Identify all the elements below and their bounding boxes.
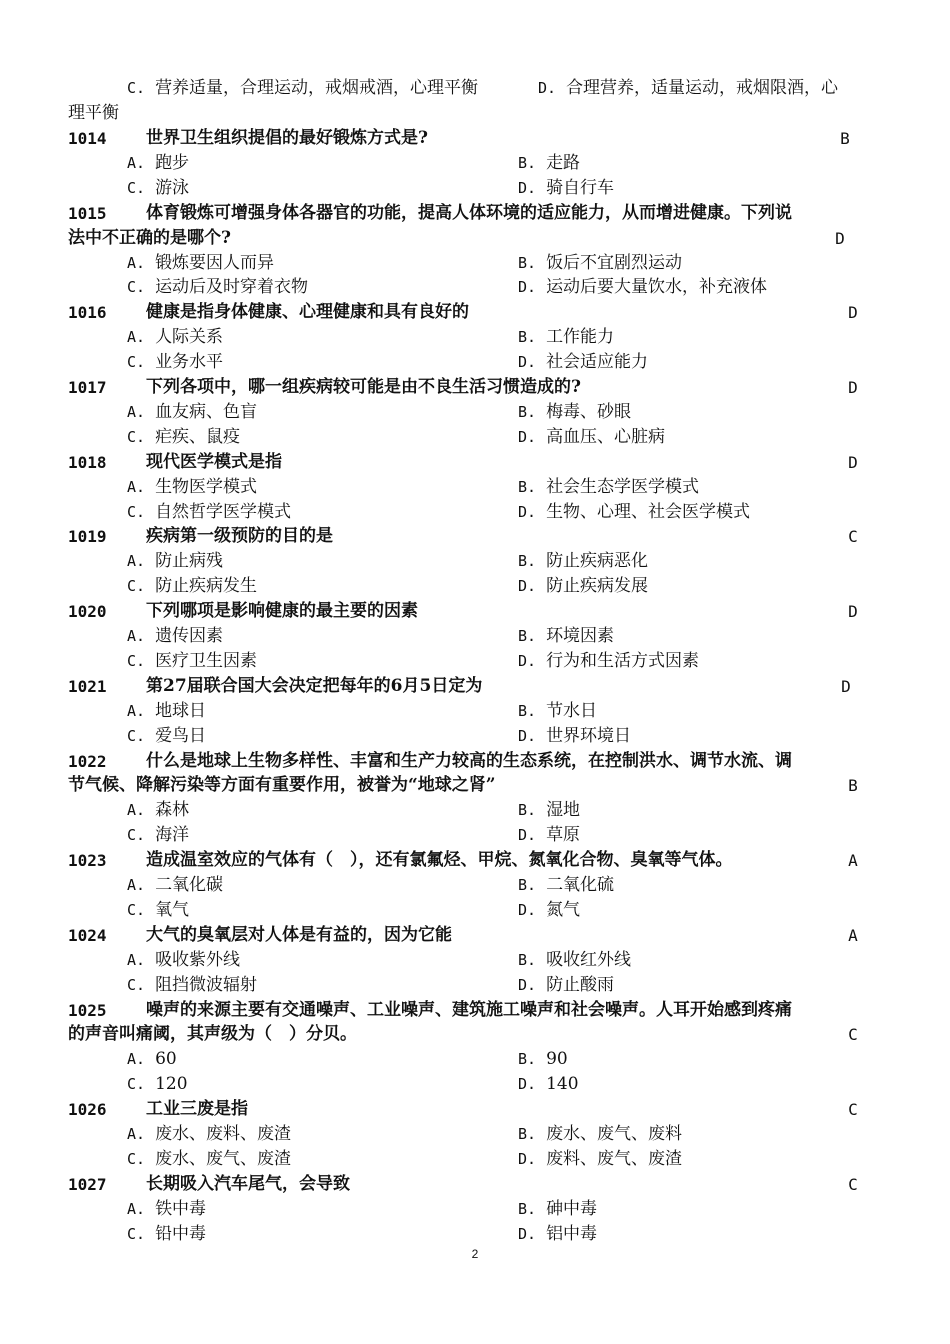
option-letter: C. bbox=[127, 502, 146, 521]
options-row bbox=[0, 400, 950, 425]
option-d bbox=[518, 973, 614, 998]
option-letter: B. bbox=[518, 328, 537, 347]
question-continuation bbox=[0, 773, 950, 798]
option-a bbox=[127, 873, 223, 898]
option-letter: D. bbox=[518, 353, 537, 372]
option-text: 社会适应能力 bbox=[546, 352, 649, 373]
question-number: 1027 bbox=[68, 1174, 107, 1194]
option-text: 骑自行车 bbox=[546, 177, 615, 198]
option-c bbox=[127, 823, 189, 848]
option-d bbox=[518, 176, 614, 201]
options-row bbox=[0, 724, 950, 749]
options-row bbox=[0, 151, 950, 176]
options-row bbox=[0, 251, 950, 276]
question-number: 1024 bbox=[68, 925, 107, 945]
question-text: 体育锻炼可增强身体各器官的功能，提高人体环境的适应能力，从而增进健康。下列说 bbox=[146, 202, 792, 223]
option-letter: A. bbox=[127, 153, 146, 172]
option-a bbox=[127, 475, 257, 500]
option-c bbox=[127, 898, 189, 923]
question-row bbox=[0, 998, 950, 1023]
option-b bbox=[518, 798, 580, 823]
option-text: 梅毒、砂眼 bbox=[546, 401, 632, 422]
option-a bbox=[127, 400, 257, 425]
option-a bbox=[127, 624, 223, 649]
options-row bbox=[0, 973, 950, 998]
option-text: 行为和生活方式因素 bbox=[546, 650, 700, 671]
option-text: 人际关系 bbox=[155, 327, 224, 348]
option-letter: C. bbox=[127, 353, 146, 372]
option-text: 合理营养，适量运动，戒烟限酒，心 bbox=[566, 78, 839, 98]
option-letter: B. bbox=[518, 876, 537, 894]
question-text: 工业三废是指 bbox=[146, 1099, 248, 1120]
option-text: 遗传因素 bbox=[155, 626, 224, 646]
question-row bbox=[0, 300, 950, 325]
option-c bbox=[127, 973, 257, 998]
question-row bbox=[0, 674, 950, 699]
option-d bbox=[518, 1222, 597, 1247]
option-a bbox=[127, 251, 274, 276]
option-d bbox=[518, 898, 580, 923]
option-c bbox=[127, 649, 257, 674]
option-letter: D. bbox=[518, 278, 537, 297]
option-d bbox=[518, 275, 767, 300]
question-text: 造成温室效应的气体有（ ），还有氯氟烃、甲烷、氮氧化合物、臭氧等气体。 bbox=[146, 850, 733, 871]
options-row bbox=[0, 649, 950, 674]
option-text: 铝中毒 bbox=[546, 1223, 598, 1244]
option-d bbox=[518, 500, 750, 525]
options-row bbox=[0, 1197, 950, 1222]
option-letter: B. bbox=[518, 701, 537, 720]
option-letter: D. bbox=[518, 178, 537, 197]
option-c bbox=[127, 1147, 291, 1172]
answer-letter: A bbox=[848, 925, 858, 945]
option-letter: B. bbox=[518, 1050, 537, 1069]
option-c bbox=[127, 176, 189, 201]
question-row bbox=[0, 848, 950, 873]
option-text: 高血压、心脏病 bbox=[546, 426, 666, 447]
option-letter: D. bbox=[518, 651, 537, 670]
option-a bbox=[127, 1047, 177, 1072]
question-continuation bbox=[0, 1022, 950, 1047]
option-text: 废料、废气、废渣 bbox=[546, 1148, 683, 1169]
option-text: 140 bbox=[546, 1074, 579, 1095]
option-letter: D. bbox=[518, 900, 537, 919]
question-text: 噪声的来源主要有交通噪声、工业噪声、建筑施工噪声和社会噪声。人耳开始感到疼痛 bbox=[146, 999, 792, 1020]
option-d bbox=[518, 724, 631, 749]
option-letter: C. bbox=[127, 1149, 146, 1168]
option-letter: D. bbox=[518, 975, 537, 994]
option-letter: C. bbox=[127, 79, 146, 97]
option-text: 铅中毒 bbox=[155, 1223, 207, 1244]
option-a bbox=[127, 798, 189, 823]
option-text: 防止疾病发生 bbox=[155, 576, 258, 597]
option-text: 运动后及时穿着衣物 bbox=[155, 277, 309, 298]
option-letter: C. bbox=[127, 826, 146, 845]
option-letter: C. bbox=[127, 651, 146, 670]
option-text: 吸收红外线 bbox=[546, 949, 632, 970]
option-letter: B. bbox=[518, 253, 537, 272]
option-d bbox=[518, 1147, 682, 1172]
option-b bbox=[518, 1047, 568, 1072]
question-text: 疾病第一级预防的目的是 bbox=[146, 526, 333, 547]
question-number: 1025 bbox=[68, 1000, 107, 1020]
option-b bbox=[518, 873, 614, 898]
option-text: 生物医学模式 bbox=[155, 476, 258, 497]
answer-letter: C bbox=[848, 527, 858, 547]
option-text: 自然哲学医学模式 bbox=[155, 501, 292, 522]
answer-letter: C bbox=[848, 1100, 858, 1120]
option-text: 生物、心理、社会医学模式 bbox=[546, 501, 751, 522]
options-row bbox=[0, 1222, 950, 1247]
question-text: 世界卫生组织提倡的最好锻炼方式是? bbox=[146, 128, 428, 148]
question-text: 现代医学模式是指 bbox=[146, 451, 282, 472]
option-c bbox=[127, 76, 478, 101]
option-letter: A. bbox=[127, 1050, 146, 1069]
option-c bbox=[127, 1072, 188, 1097]
option-b bbox=[518, 699, 597, 724]
option-text: 工作能力 bbox=[546, 327, 615, 348]
options-row bbox=[0, 1072, 950, 1097]
option-letter: C. bbox=[127, 1224, 146, 1243]
option-text: 砷中毒 bbox=[546, 1198, 598, 1219]
option-text: 氮气 bbox=[546, 899, 581, 920]
options-row bbox=[0, 873, 950, 898]
option-letter: B. bbox=[518, 1125, 537, 1143]
question-row bbox=[0, 1097, 950, 1122]
option-letter: A. bbox=[127, 876, 146, 894]
option-letter: A. bbox=[127, 801, 146, 820]
question-row bbox=[0, 126, 950, 151]
question-row bbox=[0, 201, 950, 226]
answer-letter: D bbox=[848, 602, 858, 622]
option-letter: A. bbox=[127, 477, 146, 496]
option-letter: D. bbox=[518, 726, 537, 745]
options-row bbox=[0, 699, 950, 724]
answer-letter: D bbox=[848, 303, 858, 323]
options-row bbox=[0, 1147, 950, 1172]
answer-letter: C bbox=[848, 1174, 858, 1194]
carryover-wrap: 理平衡 bbox=[68, 103, 119, 123]
question-number: 1019 bbox=[68, 527, 107, 547]
answer-letter: A bbox=[848, 851, 858, 871]
option-a bbox=[127, 325, 223, 350]
option-letter: A. bbox=[127, 701, 146, 720]
answer-letter: B bbox=[848, 776, 858, 796]
option-text: 二氧化硫 bbox=[546, 875, 615, 895]
option-c bbox=[127, 275, 308, 300]
option-letter: B. bbox=[518, 950, 537, 969]
option-letter: B. bbox=[518, 627, 537, 645]
question-number: 1014 bbox=[68, 129, 107, 148]
option-letter: B. bbox=[518, 1199, 537, 1218]
carryover-options-row bbox=[0, 76, 950, 101]
option-c bbox=[127, 350, 223, 375]
option-a bbox=[127, 699, 206, 724]
option-letter: A. bbox=[127, 402, 146, 421]
options-row bbox=[0, 1047, 950, 1072]
option-text: 氧气 bbox=[155, 899, 190, 920]
question-text: 下列哪项是影响健康的最主要的因素 bbox=[146, 601, 418, 622]
option-text: 海洋 bbox=[155, 825, 190, 846]
option-text: 爱鸟日 bbox=[155, 725, 207, 746]
option-text: 废水、废气、废渣 bbox=[155, 1148, 292, 1169]
option-letter: B. bbox=[518, 801, 537, 820]
option-text: 90 bbox=[546, 1049, 568, 1070]
option-letter: A. bbox=[127, 328, 146, 347]
answer-letter: D bbox=[841, 676, 851, 696]
option-text: 阻挡微波辐射 bbox=[155, 974, 258, 995]
option-a bbox=[127, 1197, 206, 1222]
option-text: 吸收紫外线 bbox=[155, 949, 241, 970]
option-d bbox=[538, 76, 838, 101]
option-b bbox=[518, 1122, 682, 1147]
options-row bbox=[0, 176, 950, 201]
option-b bbox=[518, 624, 614, 649]
option-letter: C. bbox=[127, 577, 146, 596]
option-b bbox=[518, 400, 631, 425]
question-number: 1018 bbox=[68, 452, 107, 472]
option-a bbox=[127, 948, 240, 973]
option-d bbox=[518, 1072, 579, 1097]
question-text: 健康是指身体健康、心理健康和具有良好的 bbox=[146, 302, 469, 323]
option-text: 世界环境日 bbox=[546, 725, 632, 746]
option-letter: B. bbox=[518, 153, 537, 172]
option-a bbox=[127, 151, 189, 176]
question-row bbox=[0, 524, 950, 549]
question-text: 大气的臭氧层对人体是有益的，因为它能 bbox=[146, 924, 452, 945]
option-text: 防止疾病发展 bbox=[546, 576, 649, 597]
options-row bbox=[0, 475, 950, 500]
option-letter: C. bbox=[127, 1075, 146, 1094]
options-row bbox=[0, 350, 950, 375]
options-row bbox=[0, 325, 950, 350]
question-row bbox=[0, 749, 950, 774]
option-letter: A. bbox=[127, 950, 146, 969]
option-letter: D. bbox=[518, 1224, 537, 1243]
option-c bbox=[127, 1222, 206, 1247]
option-text: 游泳 bbox=[155, 177, 190, 198]
option-text: 运动后要大量饮水，补充液体 bbox=[546, 277, 768, 298]
option-letter: A. bbox=[127, 627, 146, 645]
question-text: 长期吸入汽车尾气，会导致 bbox=[146, 1173, 350, 1194]
option-letter: D. bbox=[518, 427, 537, 446]
answer-letter: D bbox=[835, 228, 845, 248]
option-d bbox=[518, 823, 580, 848]
option-text: 防止病残 bbox=[155, 551, 224, 572]
option-text: 废水、废气、废料 bbox=[546, 1124, 683, 1144]
question-number: 1017 bbox=[68, 378, 107, 397]
option-text: 跑步 bbox=[155, 152, 190, 173]
option-letter: A. bbox=[127, 253, 146, 272]
page-number: 2 bbox=[471, 1247, 479, 1261]
question-text: 第27届联合国大会决定把每年的6月5日定为 bbox=[146, 675, 483, 696]
option-b bbox=[518, 1197, 597, 1222]
option-text: 湿地 bbox=[546, 800, 581, 821]
option-b bbox=[518, 151, 580, 176]
option-c bbox=[127, 724, 206, 749]
option-b bbox=[518, 475, 699, 500]
option-text: 社会生态学医学模式 bbox=[546, 476, 700, 497]
option-letter: B. bbox=[518, 552, 537, 571]
option-text: 防止酸雨 bbox=[546, 974, 615, 995]
question-text-cont: 法中不正确的是哪个? bbox=[68, 227, 231, 248]
option-text: 饭后不宜剧烈运动 bbox=[546, 252, 683, 273]
option-text: 环境因素 bbox=[546, 626, 615, 646]
question-row bbox=[0, 1172, 950, 1197]
question-number: 1015 bbox=[68, 203, 107, 223]
option-text: 防止疾病恶化 bbox=[546, 551, 649, 572]
question-number: 1021 bbox=[68, 676, 107, 696]
option-text: 60 bbox=[155, 1049, 177, 1070]
options-row bbox=[0, 549, 950, 574]
option-text: 医疗卫生因素 bbox=[155, 650, 258, 671]
question-text: 下列各项中，哪一组疾病较可能是由不良生活习惯造成的? bbox=[146, 377, 581, 397]
option-letter: A. bbox=[127, 552, 146, 571]
options-row bbox=[0, 624, 950, 649]
option-b bbox=[518, 251, 682, 276]
question-text-cont: 节气候、降解污染等方面有重要作用，被誉为“地球之肾” bbox=[68, 775, 496, 796]
option-a bbox=[127, 1122, 291, 1147]
option-b bbox=[518, 948, 631, 973]
option-d bbox=[518, 350, 648, 375]
question-number: 1022 bbox=[68, 751, 107, 771]
option-text: 废水、废料、废渣 bbox=[155, 1124, 292, 1144]
question-row bbox=[0, 375, 950, 400]
option-d bbox=[518, 425, 665, 450]
option-b bbox=[518, 549, 648, 574]
options-row bbox=[0, 275, 950, 300]
question-text-cont: 的声音叫痛阈，其声级为（ ）分贝。 bbox=[68, 1024, 357, 1045]
options-row bbox=[0, 1122, 950, 1147]
option-letter: C. bbox=[127, 178, 146, 197]
options-row bbox=[0, 574, 950, 599]
question-row bbox=[0, 923, 950, 948]
options-row bbox=[0, 823, 950, 848]
option-text: 节水日 bbox=[546, 700, 598, 721]
option-text: 营养适量，合理运动，戒烟戒酒，心理平衡 bbox=[155, 78, 479, 98]
option-text: 业务水平 bbox=[155, 352, 224, 373]
option-a bbox=[127, 549, 223, 574]
option-d bbox=[518, 649, 699, 674]
option-letter: C. bbox=[127, 975, 146, 994]
option-letter: D. bbox=[518, 826, 537, 845]
option-letter: C. bbox=[127, 427, 146, 446]
option-letter: A. bbox=[127, 1125, 146, 1143]
question-row bbox=[0, 450, 950, 475]
option-text: 铁中毒 bbox=[155, 1198, 207, 1219]
option-letter: D. bbox=[518, 577, 537, 596]
option-letter: C. bbox=[127, 726, 146, 745]
option-text: 二氧化碳 bbox=[155, 875, 224, 895]
answer-letter: C bbox=[848, 1025, 858, 1045]
answer-letter: D bbox=[848, 452, 858, 472]
option-letter: C. bbox=[127, 900, 146, 919]
option-text: 锻炼要因人而异 bbox=[155, 252, 275, 273]
option-letter: B. bbox=[518, 402, 537, 421]
options-row bbox=[0, 948, 950, 973]
options-row bbox=[0, 500, 950, 525]
option-text: 森林 bbox=[155, 800, 190, 821]
question-text: 什么是地球上生物多样性、丰富和生产力较高的生态系统，在控制洪水、调节水流、调 bbox=[146, 750, 792, 771]
option-c bbox=[127, 425, 240, 450]
option-letter: D. bbox=[518, 1075, 537, 1094]
option-c bbox=[127, 574, 257, 599]
option-d bbox=[518, 574, 648, 599]
question-number: 1016 bbox=[68, 303, 107, 323]
answer-letter: B bbox=[840, 129, 850, 148]
option-text: 地球日 bbox=[155, 700, 207, 721]
option-letter: A. bbox=[127, 1199, 146, 1218]
option-text: 120 bbox=[155, 1074, 188, 1095]
option-letter: D. bbox=[538, 79, 557, 97]
option-letter: B. bbox=[518, 477, 537, 496]
option-text: 血友病、色盲 bbox=[155, 401, 258, 422]
option-text: 草原 bbox=[546, 825, 581, 846]
option-text: 走路 bbox=[546, 152, 581, 173]
option-c bbox=[127, 500, 291, 525]
options-row bbox=[0, 425, 950, 450]
option-text: 疟疾、鼠疫 bbox=[155, 426, 241, 447]
option-b bbox=[518, 325, 614, 350]
question-number: 1026 bbox=[68, 1100, 107, 1120]
option-letter: C. bbox=[127, 278, 146, 297]
options-row bbox=[0, 898, 950, 923]
option-letter: D. bbox=[518, 1149, 537, 1168]
options-row bbox=[0, 798, 950, 823]
answer-letter: D bbox=[848, 378, 858, 397]
question-continuation bbox=[0, 226, 950, 251]
question-row bbox=[0, 599, 950, 624]
question-number: 1020 bbox=[68, 602, 107, 622]
question-number: 1023 bbox=[68, 851, 107, 871]
option-letter: D. bbox=[518, 502, 537, 521]
